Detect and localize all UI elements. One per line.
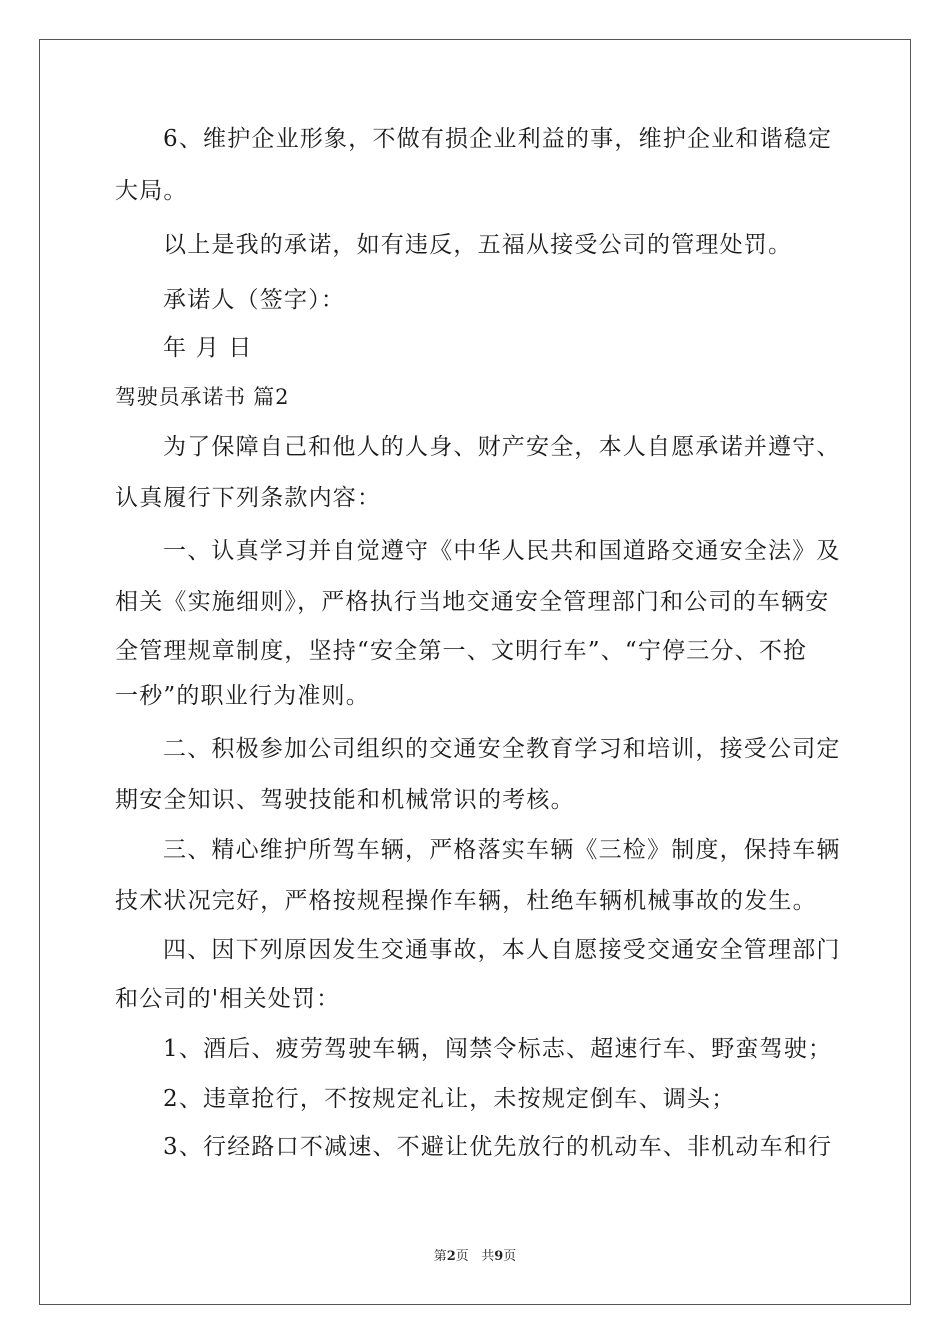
- paragraph-line: 和公司的'相关处罚：: [115, 986, 341, 1012]
- total-suffix: 页: [503, 1249, 517, 1264]
- total-prefix: 共: [481, 1249, 495, 1264]
- total-pages: 9: [494, 1249, 504, 1264]
- paragraph-line: 认真履行下列条款内容：: [115, 485, 382, 511]
- page-suffix: 页: [455, 1249, 469, 1264]
- paragraph-line: 相关《实施细则》，严格执行当地交通安全管理部门和公司的车辆安: [115, 589, 830, 615]
- list-item: 2、违章抢行，不按规定礼让，未按规定倒车、调头；: [163, 1086, 736, 1112]
- paragraph-line: 一、认真学习并自觉遵守《中华人民共和国道路交通安全法》及: [163, 538, 841, 564]
- paragraph-line: 期安全知识、驾驶技能和机械常识的考核。: [115, 787, 575, 813]
- paragraph-line: 一秒”的职业行为准则。: [115, 683, 370, 709]
- paragraph-line: 全管理规章制度，坚持“安全第一、文明行车”、“宁停三分、不抢: [115, 638, 808, 664]
- paragraph-line: 以上是我的承诺，如有违反，五福从接受公司的管理处罚。: [163, 232, 793, 258]
- page-prefix: 第: [433, 1249, 447, 1264]
- paragraph-line: 6、维护企业形象，不做有损企业利益的事，维护企业和谐稳定: [163, 126, 833, 152]
- paragraph-line: 三、精心维护所驾车辆，严格落实车辆《三检》制度，保持车辆: [163, 837, 841, 863]
- list-item: 3、行经路口不减速、不避让优先放行的机动车、非机动车和行: [163, 1134, 833, 1160]
- page-border: [39, 39, 911, 1305]
- paragraph-line: 技术状况完好，严格按规程操作车辆，杜绝车辆机械事故的发生。: [115, 888, 817, 914]
- paragraph-line: 二、积极参加公司组织的交通安全教育学习和培训，接受公司定: [163, 736, 841, 762]
- paragraph-line: 为了保障自己和他人的人身、财产安全，本人自愿承诺并遵守、: [163, 434, 841, 460]
- list-item: 1、酒后、疲劳驾驶车辆，闯禁令标志、超速行车、野蛮驾驶；: [163, 1036, 833, 1062]
- paragraph-line: 四、因下列原因发生交通事故，本人自愿接受交通安全管理部门: [163, 937, 841, 963]
- paragraph-line: 大局。: [115, 178, 188, 204]
- date-line: 年 月 日: [163, 335, 253, 361]
- signature-label: 承诺人（签字）：: [163, 287, 346, 313]
- page-footer: [0, 1248, 950, 1266]
- section-heading: 驾驶员承诺书 篇2: [115, 385, 290, 409]
- page-number: 2: [446, 1249, 456, 1264]
